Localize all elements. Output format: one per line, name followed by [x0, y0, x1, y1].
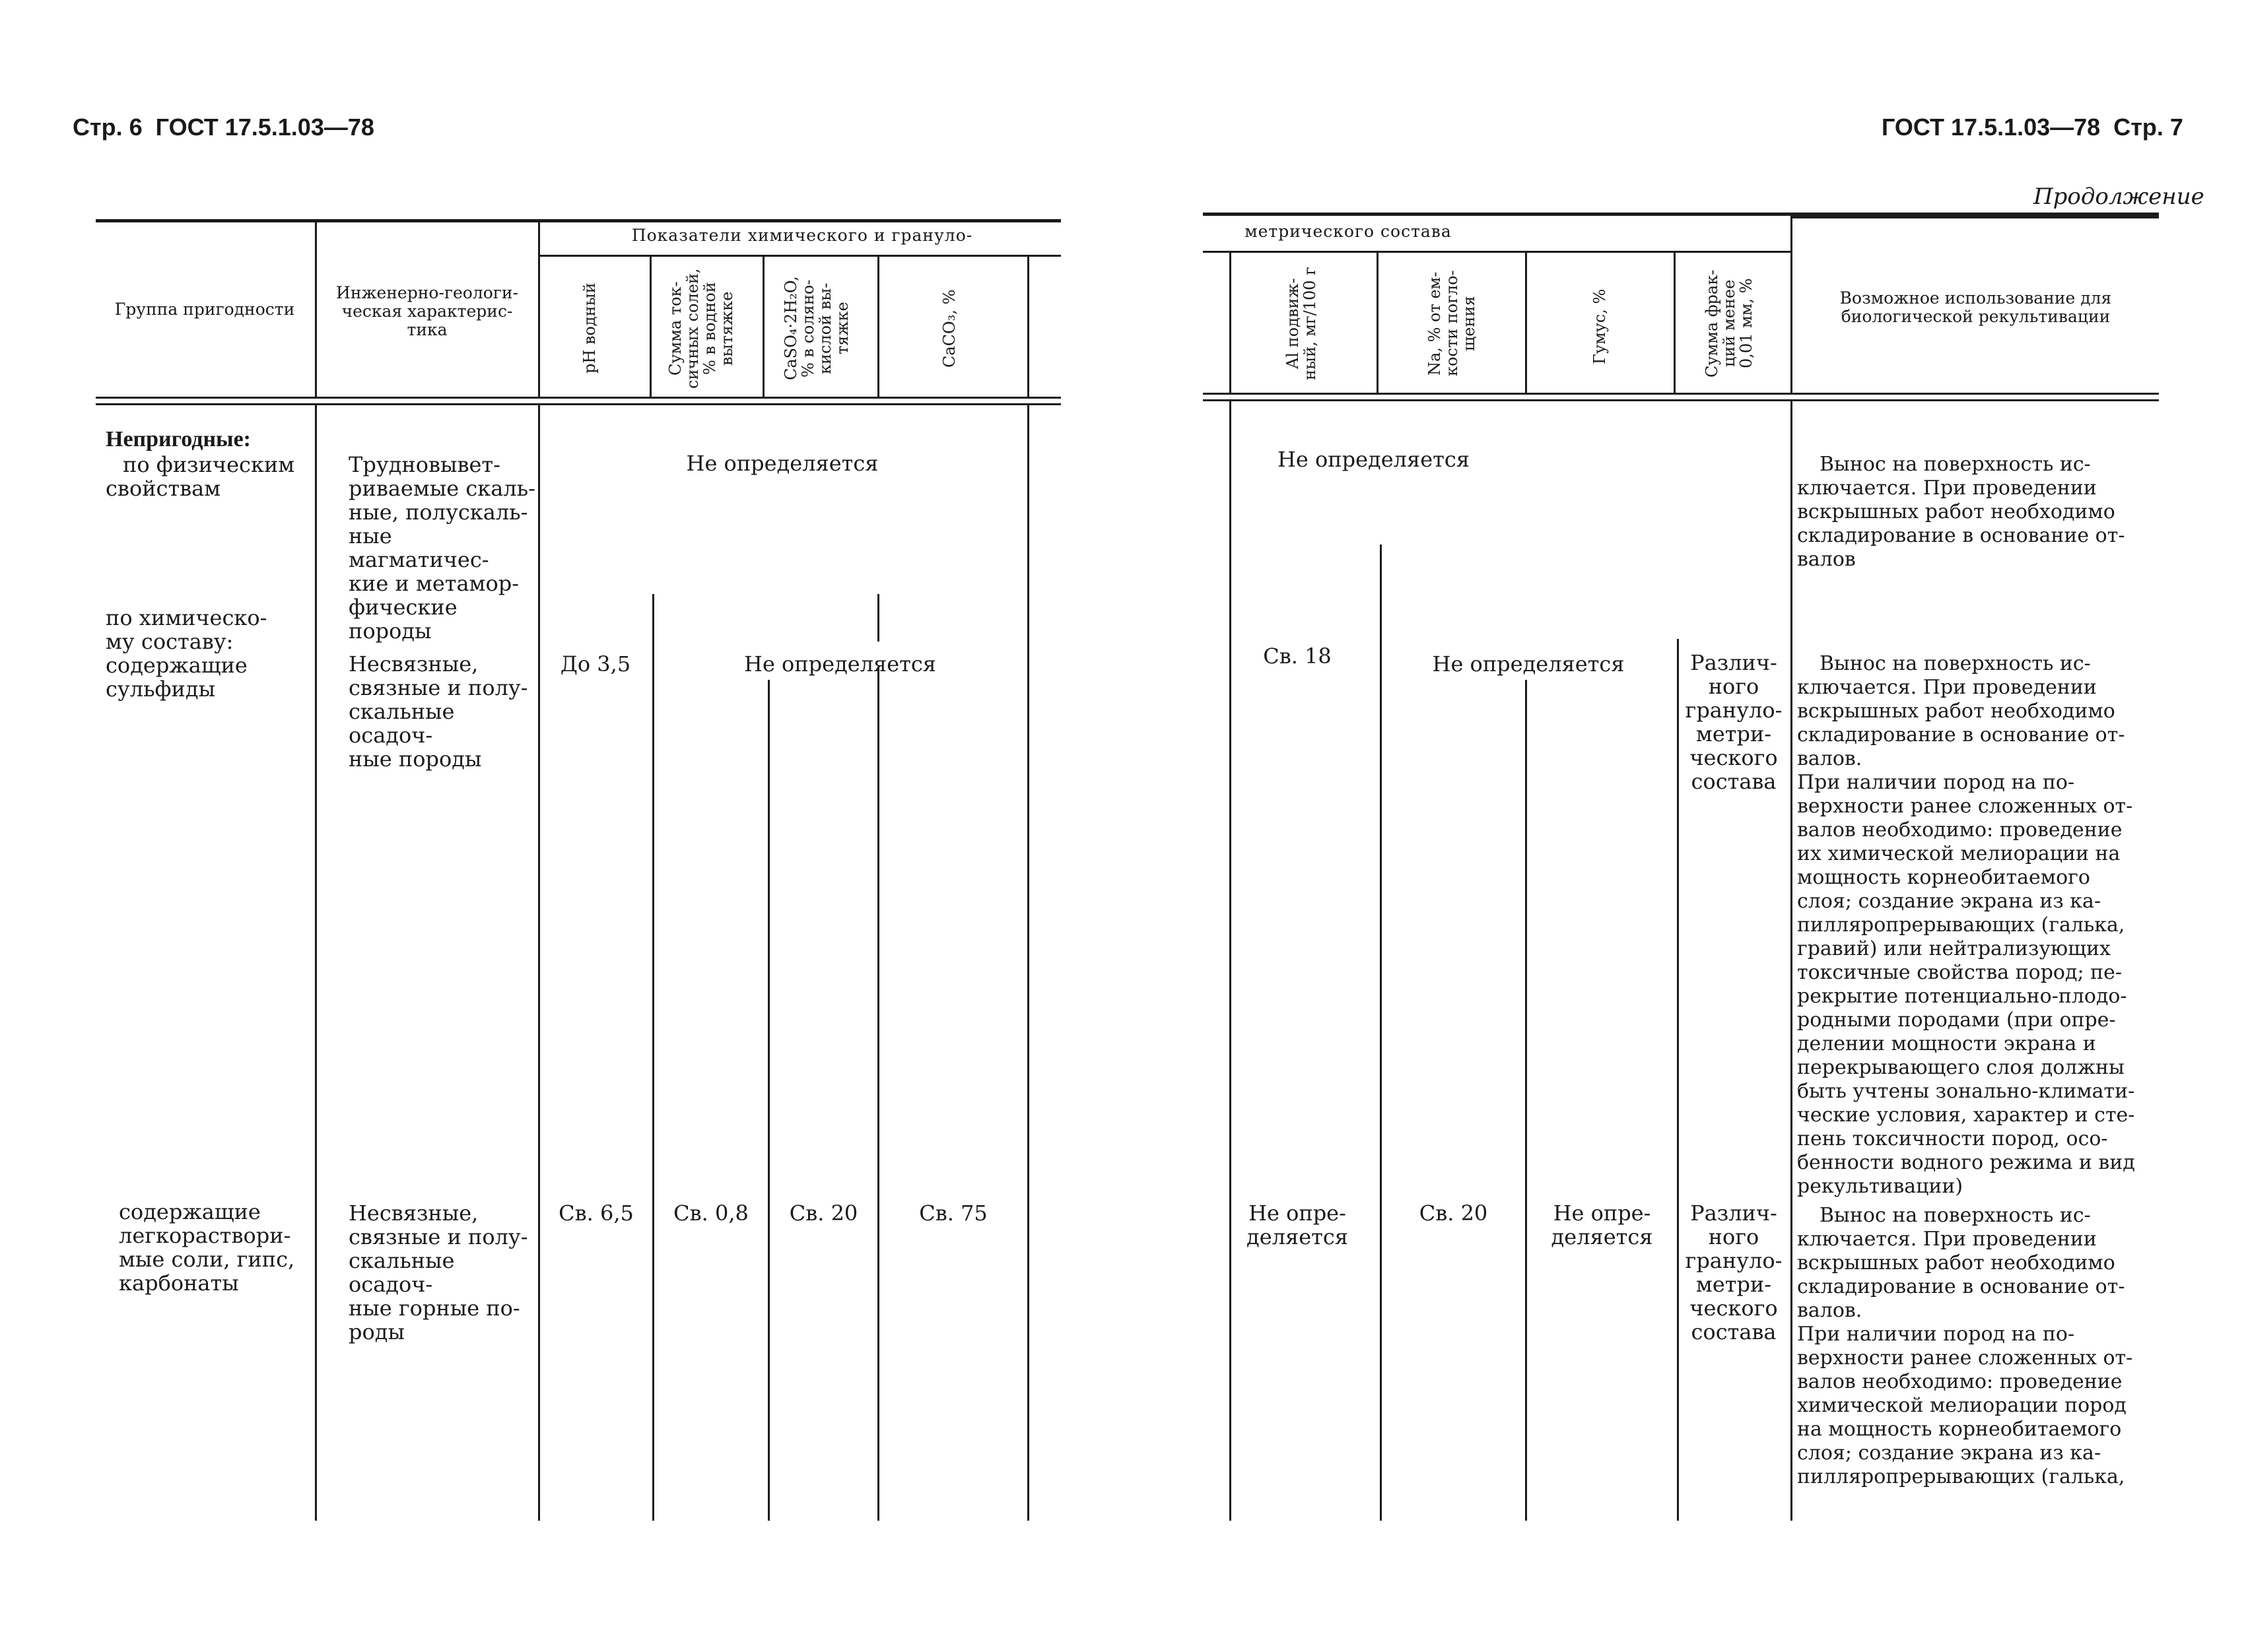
row2-usage: Вынос на поверхность ис- ключается. При проведении вскрышных работ необходимо складирование в основание от- валов. При наличии пород на по- верхности ранее сложенных от- валов необходимо: проведение их химической мелиорации на мощность корнеобитаемого слоя; создание экрана из ка- пилляропрерывающих (галька, гравий) или нейтрализующих токсичные свойства пород; пе- рекрытие потенциально-плодо- родными породами (при опре- делении мощности экрана и перекрывающего слоя должны быть учтены зонально-климати- ческие условия, характер и сте- пень токсичности пород, осо- бенности водного режима и вид рекультивации) — [1797, 652, 2135, 1198]
row1-not-determined-right: Не определяется — [1277, 447, 1470, 472]
column-header-fraction: Сумма фрак- ций менее 0,01 мм, % — [1703, 269, 1755, 378]
row2-fraction: Различ- ного грануло- метри- ческого состава — [1685, 650, 1783, 794]
column-header-engineering: Инженерно-геологи- ческая характерис- тика — [336, 283, 518, 339]
row2-ph: До 3,5 — [560, 651, 631, 677]
row2-not-determined-right: Не определяется — [1432, 651, 1625, 677]
row3-ph: Св. 6,5 — [559, 1201, 634, 1226]
column-header-indicators-part2: метрического состава — [1244, 222, 1452, 241]
left-page-number: Стр. 6 — [73, 114, 143, 141]
column-header-indicators-part1: Показатели химического и грануло- — [631, 226, 973, 245]
row2-not-determined-left: Не определяется — [744, 651, 936, 677]
row3-fraction: Различ- ного грануло- метри- ческого состава — [1685, 1201, 1783, 1344]
row3-usage: Вынос на поверхность ис- ключается. При проведении вскрышных работ необходимо складирование в основание от- валов. При наличии пород на по- верхности ранее сложенных от- валов необходимо: проведение химической мелиорации пород на мощность корнеобитаемого слоя; создание экрана из ка- пилляропрерывающих (галька, — [1797, 1204, 2133, 1488]
row3-group: содержащие легкораствори- мые соли, гипс, карбонаты — [119, 1199, 295, 1296]
continuation-label: Продолжение — [2033, 183, 2204, 210]
column-header-usage: Возможное использование для биологической рекультивации — [1839, 288, 2112, 326]
column-header-na: Na, % от ем- кости погло- щения — [1425, 270, 1478, 377]
right-gost-code: ГОСТ 17.5.1.03—78 — [1882, 114, 2101, 141]
row3-salts: Св. 0,8 — [673, 1201, 749, 1226]
row2-engineering: Несвязные, связные и полу- скальные осадоч- ные породы — [349, 651, 528, 772]
row3-al: Не опре- деляется — [1246, 1201, 1348, 1249]
left-page-header — [73, 114, 374, 141]
row3-caso4: Св. 20 — [789, 1201, 858, 1226]
right-page-number: Стр. 7 — [2113, 114, 2183, 141]
row3-engineering: Несвязные, связные и полу- скальные осадоч- ные горные по- роды — [349, 1201, 528, 1344]
unsuitable-heading-text: Непригодные: — [106, 427, 251, 451]
column-header-ph: pH водный — [580, 282, 599, 374]
row3-humus: Не опре- деляется — [1551, 1201, 1653, 1249]
row1-not-determined-left: Не определяется — [686, 451, 879, 476]
column-header-humus: Гумус, % — [1590, 288, 1609, 365]
unsuitable-heading — [106, 428, 251, 451]
row2-al: Св. 18 — [1263, 644, 1332, 669]
row2-group: по химическо- му составу: содержащие сульфиды — [106, 605, 267, 702]
row1-group: по физическим свойствам — [106, 452, 295, 501]
column-header-group: Группа пригодности — [114, 300, 295, 319]
right-page-header — [1882, 114, 2183, 141]
row3-na: Св. 20 — [1419, 1201, 1488, 1226]
column-header-al: Al подвиж- ный, мг/100 г — [1283, 267, 1319, 380]
column-header-salts: Сумма ток- сичных солей, % в водной вытяжке — [666, 268, 736, 389]
row1-engineering: Трудновывет- риваемые скаль- ные, полускаль- ные магматичес- кие и метамор- фические породы — [349, 452, 535, 644]
row1-usage: Вынос на поверхность ис- ключается. При проведении вскрышных работ необходимо складирование в основание от- валов — [1797, 453, 2125, 571]
left-gost-code: ГОСТ 17.5.1.03—78 — [155, 114, 374, 141]
column-header-caco3: CaCO₃, % — [940, 289, 959, 368]
row3-caco3: Св. 75 — [919, 1201, 988, 1226]
column-header-caso4: CaSO₄·2H₂O, % в соляно- кислой вы- тяжке — [782, 276, 852, 381]
